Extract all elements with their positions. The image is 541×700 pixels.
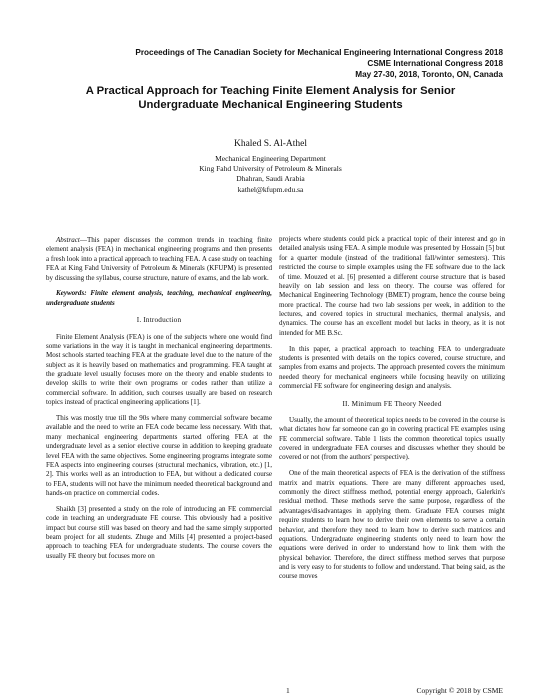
abstract-text: —This paper discusses the common trends in teaching finite element analysis (FEA) in mechanical engineering programs and then presents a fresh look into a practical approach to teaching FEA. A case study on teaching FEA at King Fahd University of Petroleum & Minerals (KFUPM) is presented by discussing the syllabus, course structure, nature of exams, and the lab work. (46, 236, 272, 282)
abstract (46, 236, 272, 283)
title-line-1: A Practical Approach for Teaching Finite Element Analysis for Senior (85, 85, 456, 97)
left-column (46, 236, 272, 568)
author-email: kathel@kfupm.edu.sa (237, 184, 304, 194)
author-block (120, 138, 421, 195)
section-heading-introduction: I. Introduction (136, 316, 182, 325)
keywords (46, 289, 272, 308)
intro-paragraph-2: This was mostly true till the 90s where many commercial software became available and the need to write an FEA code became less necessary. With that, many mechanical engineering departments started offering FEA at the undergraduate level as a senior elective course in addition to keeping graduate level FEA with the same objectives. Some engineering programs integrate some FEA aspects into engineering courses (structural mechanics, vibration, etc.) [1, 2]. This works well as an introduction to FEA, but without a dedicated course to FEA, students will not have the minimum needed theoretical background and hands-on practice on commercial codes. (46, 414, 272, 497)
keywords-label: Keywords: (56, 289, 87, 298)
title-line-2: Undergraduate Mechanical Engineering Students (138, 99, 403, 111)
keywords-text: Finite element analysis, teaching, mechanical engineering, undergraduate students (46, 289, 272, 307)
theory-paragraph-1: Usually, the amount of theoretical topics needs to be covered in the course is what dictates how far someone can go in covering practical FE examples using FE commercial software. Table 1 lists the common theoretical topics usually covered in undergraduate FEA courses and discusses whether they should be covered or not (from the authors' perspective). (279, 415, 505, 462)
author-name: Khaled S. Al-Athel (233, 139, 308, 149)
page-number: 1 (286, 686, 290, 695)
intro-paragraph-5: In this paper, a practical approach to teaching FEA to undergraduate students is presented with details on the topics covered, course structure, and samples from exams and projects. The approach presented covers the minimum needed theory for mechanical engineers while focusing heavily on utilizing commercial FE software for engineering design and analysis. (279, 344, 505, 391)
paper-title (30, 84, 511, 112)
abstract-label: Abstract (56, 236, 80, 244)
copyright: Copyright © 2018 by CSME (416, 686, 503, 695)
intro-paragraph-1: Finite Element Analysis (FEA) is one of the subjects where one would find some variations in the way it is taught in mechanical engineering departments. Most schools started teaching FEA at the graduate level due to the nature of the subject as it is heavily based on mathematics and programming. FEA taught at the graduate level usually focuses more on the theory and enable students to develop skills to write their own programs or codes rather than utilize a commercial software. In addition, such courses usually are based on research topics instead of practical engineering applications [1]. (46, 332, 272, 407)
conference-line-1: Proceedings of The Canadian Society for Mechanical Engineering International Congress 2018 (135, 48, 503, 57)
right-column (279, 235, 505, 588)
conference-line-3: May 27-30, 2018, Toronto, ON, Canada (355, 70, 503, 80)
author-university: King Fahd University of Petroleum & Minerals (199, 164, 342, 174)
author-location: Dhahran, Saudi Arabia (236, 174, 305, 184)
intro-paragraph-3: Shaikh [3] presented a study on the role of introducing an FE commercial code in teaching an undergraduate FE course. This obviously had a positive impact but course still was based on theory and had the same simply supported beam project for all students. Zhuge and Mills [4] presented a project-based approach to teaching FEA for undergraduate students. The course covers the usually FE theory but focuses more on (46, 504, 272, 560)
conference-header (135, 47, 503, 81)
intro-paragraph-4: projects where students could pick a practical topic of their interest and go in detailed analysis using FEA. A simple module was presented by Hossain [5] but for a quarter module (instead of the traditional fall/winter semesters). This restricted the course to simple examples using the FE software due to the lack of time. Mouzed et al. [6] presented a different course structure that is based heavily on lab session and less on theory. The course was offered for Mechanical Engineering Technology (BMET) program, hence the course being more practical. The course had two lab sessions per week, in addition to the lectures, and covered topics in structural mechanics, thermal analysis, and dynamics. The course has an excellent model but lacks in theory, as it is not intended for ME B.Sc. (279, 235, 505, 337)
conference-line-2: CSME International Congress 2018 (367, 59, 503, 69)
section-heading-fe-theory: II. Minimum FE Theory Needed (342, 399, 442, 408)
theory-paragraph-2: One of the main theoretical aspects of FEA is the derivation of the stiffness matrix and matrix equations. There are many different approaches used, commonly the direct stiffness method, potential energy approach, Galerkin's residual method. These methods serve the same purpose, regardless of the advantages/disadvantages in applying them. Graduate FEA courses might require students to learn how to derive their own elements to serve a certain behavior, and therefore they need to learn how to derive such matrices and equations. Undergraduate engineering students only need to learn how the equations were derived in order to understand how to link them with the physical behavior. Therefore, the direct stiffness method serves that purpose and is very easy to for students to follow and understand. That being said, as the course moves (279, 469, 505, 581)
author-department: Mechanical Engineering Department (215, 154, 326, 163)
